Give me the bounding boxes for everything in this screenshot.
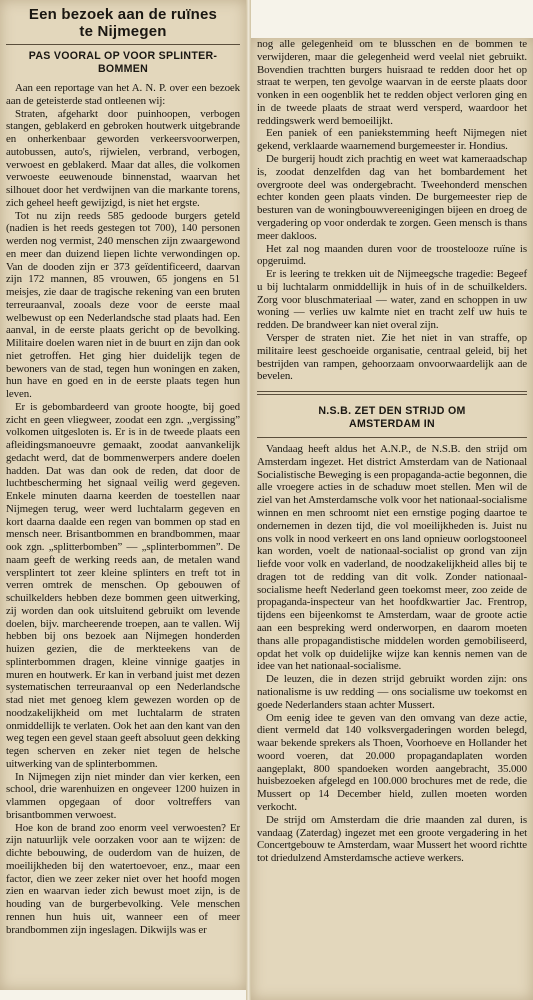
subhead-line-1: PAS VOORAL OP VOOR SPLINTER-: [28, 50, 218, 62]
article2-headline: [257, 405, 527, 431]
headline-line-2: te Nijmegen: [79, 23, 167, 40]
divider: [6, 44, 240, 45]
article-paragraph: Vandaag heeft aldus het A.N.P., de N.S.B. den strijd om Amsterdam ingezet. Het district Amsterdam van de Nationaal Socialistische Beweging is een propaganda-actie begonnen, die alle vroegere acties in de schaduw moet stellen. Men wil de ziel van het Amsterdamsche volk voor het nationaal-socialisme winnen en men schroomt niet een ernstige poging daartoe te ondernemen in dezen tijd, die vol moeilijkheden is. Juist nu ons volk in nood verkeert en ons land opnieuw oorlogstooneel kan worden, voelt de nationaal-socialist op grond van zijn liefde voor volk en vaderland, de noodzakelijkheid alles bij te dragen tot de redding van dit volk. Zonder nationaal-socialisme heeft Nederland geen toekomst meer, zoo zeide de propaganda-inspecteur van het hoofdkwartier Jac. Frentrop, tijdens een bijeenkomst te Amsterdam, waar de groote actie aan een bespreking werd onderworpen, en daarom moeten thans alle propagandistische middelen worden gemobiliseerd, opdat het volk op duidelijke wijze kan kennis nemen van de idee van het nationaal-socialisme.: [257, 443, 528, 673]
article-paragraph: Aan een reportage van het A. N. P. over een bezoek aan de geteisterde stad ontleenen wij:: [6, 82, 240, 107]
article-paragraph: Hoe kon de brand zoo enorm veel verwoesten? Er zijn natuurlijk vele oorzaken voor aan te wijzen: de dichte bebouwing, de ouderdom van de huizen, de moeilijkheden bij den watertoevoer, enz., maar een factor, dien we zeer zeker niet over het hoofd mogen zien en waarvan ieder zich bewust moet zijn, is de houding van de burgerbevolking. Vele menschen rennen hun huis uit, wanneer een of meer brandbommen zijn ingeslagen. Dikwijls was er: [6, 821, 240, 936]
article-headline: [6, 6, 240, 40]
article-subheadline: [6, 50, 240, 76]
article-paragraph: Versper de straten niet. Zie het niet in van straffe, op militaire leest geschoeide organisatie, centraal geleid, bij het bestrijden van rampen, gehoorzaam onvoorwaardelijk aan de bevelen.: [257, 331, 527, 383]
article-paragraph: De leuzen, die in dezen strijd gebruikt worden zijn: ons nationalisme is uw redding — ons socialisme uw toekomst en goede Nederlanders staan achter Mussert.: [257, 673, 527, 711]
article-paragraph: De burgerij houdt zich prachtig en weet wat kameraadschap is, zoodat denzelfden dag van het bombardement het overgroote deel was ondergebracht. Tweehonderd menschen echter konden geen plaats vinden. De burgemeester riep de besturen van de woningbouwvereenigingen bijeen en droeg de vergadering op voor onderdak te zorgen. Geen mensch is thans meer dakloos.: [257, 153, 527, 242]
divider: [257, 437, 527, 438]
headline-line-1: Een bezoek aan de ruïnes: [28, 6, 218, 23]
subhead-line-2: BOMMEN: [97, 63, 149, 75]
article-paragraph: Er is gebombardeerd van groote hoogte, bij goed zicht en geen vliegweer, zoodat een zgn. „vergissing” volkomen uitgesloten is. Er is in de tweede plaats een afleidingsmanoeuvre gemaakt, zoodat aanvankelijk gedacht werd, dat de bommenwerpers andere doelen hadden. Dat was dan ook de reden, dat door de luchtbescherming het signaal veilig werd gegeven. Enkele minuten daarna keerden de toestellen naar Nijmegen terug, weer werd luchtalarm gegeven en kort daarna daalde een regen van bommen op stad en mensch neer. Brisantbommen en brandbommen, maar ook zgn. „splitterbomben” — „splinterbommen”. De naam geeft de werking reeds aan, de metalen wand versplintert tot zeer kleine splinters en treft tot in verren omtrek de menschen. Op gebouwen of schuilkelders hebben deze bommen geen uitwerking, zij worden dan ook uitsluitend gebruikt om levende doelen, bijv. marcheerende troepen, aan te vallen. Wij hebben bij ons bezoek aan Nijmegen honderden huizen gezien, die de merkteekens van de splinterbommen dragen, kleine vinnige gaatjes in muren en houtwerk. Er kan in verband juist met dezen systematischen terreuraanval op een Nederlandsche stad niet met genoeg klem gewezen worden op de noodzakelijkheid om met luchtalarm de straten onmiddellijk te verlaten. Ook het aan den kant van den weg tegen een gevel staan geeft absoluut geen dekking tegen scherven en zeker niet tegen de helsche uitwerking van de splinterbommen.: [6, 400, 240, 770]
clipping-right-column: [251, 38, 533, 1000]
article-separator: [257, 391, 527, 395]
article-paragraph: Een paniek of een paniekstemming heeft Nijmegen niet gekend, verklaarde waarnemend burgemeester ir. Hondius.: [257, 127, 527, 153]
article-paragraph: Er is leering te trekken uit de Nijmeegsche tragedie: Begeef u bij luchtalarm onmiddellijk in huis of in de schuilkelders. Zorg voor bluschmateriaal — water, zand en schoppen in uw woning — verlies uw kalmte niet en tracht zelf uw huis te redden. De brandweer kan niet overal zijn.: [257, 268, 527, 332]
article-paragraph: In Nijmegen zijn niet minder dan vier kerken, een school, drie warenhuizen en ongeveer 1200 huizen in vlammen opgegaan of door voltreffers van brisantbommen verwoest.: [6, 770, 240, 821]
article-paragraph: nog alle gelegenheid om te blusschen en de bommen te verwijderen, maar die gelegenheid werd veelal niet gebruikt. Bovendien trachtten burgers huisraad te redden door het op straat te werpen, ten gevolge waarvan in de eerste plaats door vonken in een oogenblik het te redden object verloren ging en in de tweede plaats de straat werd versperd, waardoor het reddingswerk werd bemoeilijkt.: [257, 38, 527, 127]
article-paragraph: Om eenig idee te geven van den omvang van deze actie, dient vermeld dat 140 volksvergaderingen worden belegd, waar bekende sprekers als Thoen, Voorhoeve en Hollander het woord voeren, dat 20.000 propagandaplaten worden aangeplakt, 800 spandoeken worden aangebracht, 35.000 huisbezoeken afgelegd en 100.000 brochures met de rede, die Mussert op 14 December hield, zullen moeten worden verkocht.: [257, 711, 527, 813]
article-paragraph: De strijd om Amsterdam die drie maanden zal duren, is vandaag (Zaterdag) ingezet met een groote vergadering in het Concertgebouw te Amsterdam, waar Mussert het woord richtte tot driedulzend Amsterdamsche actieve werkers.: [257, 813, 527, 865]
article-paragraph: Tot nu zijn reeds 585 gedoode burgers geteld (nadien is het reeds gestegen tot 700), 140 personen werden nog vermist, 240 menschen zijn zwaargewond en meer dan duizend liepen lichte verwondingen op. Van de dooden zijn er 373 geïdentificeerd, daarvan zijn 172 mannen, 85 vrouwen, 65 jongens en 51 meisjes, zie daar de tragische rekening van een bruten terreuraanval, zooals deze voor de eerste maal welbewust op een Nederlandsche stad plaats had. Een aanval, in de eerste plaats gericht op de bevolking. Militaire doelen waren niet in de buurt en zijn dan ook niet getroffen. Het ging hier duidelijk tegen de bewoners van de stad, tegen hun woningen en zaken, hun have en goed en in de eerste plaats tegen hun leven.: [6, 209, 240, 400]
article-paragraph: Het zal nog maanden duren voor de troostelooze ruïne is opgeruimd.: [257, 242, 527, 268]
article2-headline-line-2: AMSTERDAM IN: [349, 418, 435, 431]
clipping-left-column: [0, 0, 246, 990]
article2-headline-line-1: N.S.B. ZET DEN STRIJD OM: [318, 405, 466, 418]
article-paragraph: Straten, afgeharkt door puinhoopen, verbogen stangen, geblakerd en gebroken houtwerk uitgebrande en onherkenbaar geworden verkeersvoorwerpen, autobussen, auto's, rijwielen, verbrand, verbogen, verwoest en geblakerd. Maar dat alles, die volkomen verwoeste eeuwenoude binnenstad, waarvan het silhouet door het verdwijnen van die markante torens, zich geheel heeft gewijzigd, is niet het ergste.: [6, 107, 240, 209]
